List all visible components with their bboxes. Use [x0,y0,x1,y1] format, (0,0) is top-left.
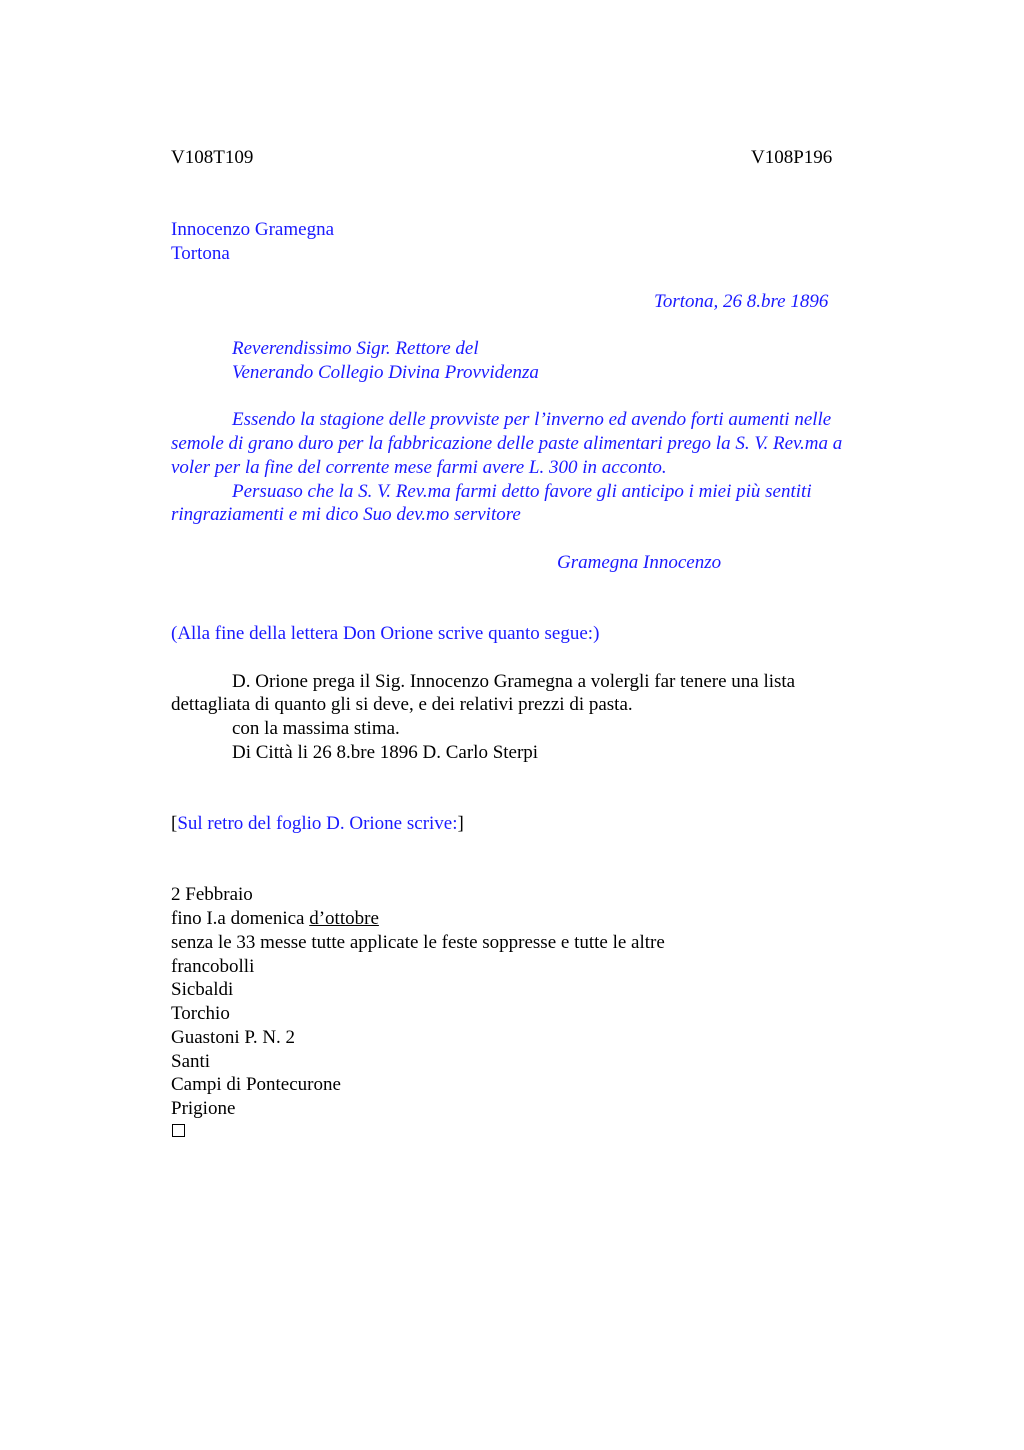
empty-square-symbol [172,1124,185,1137]
retro-item-4: francobolli [171,956,255,977]
letter-body-line-3: voler per la fine del corrente mese farmi avere L. 300 in acconto. [171,457,667,478]
letter-body-line-1: Essendo la stagione delle provviste per l’inverno ed avendo forti aumenti nelle [232,409,832,430]
retro-heading-open-bracket: [ [171,813,178,834]
retro-item-2-text: fino I.a domenica [171,908,310,929]
retro-item-5: Sicbaldi [171,979,234,1000]
letter-body-line-2: semole di grano duro per la fabbricazione delle paste alimentari prego la S. V. Rev.ma a [171,433,843,454]
orione-note-line-4: Di Città li 26 8.bre 1896 D. Carlo Sterpi [232,742,539,763]
retro-item-9: Campi di Pontecurone [171,1074,341,1095]
sender-city: Tortona [171,243,230,264]
salutation-line-2: Venerando Collegio Divina Provvidenza [232,362,539,383]
letter-body-line-5: ringraziamenti e mi dico Suo dev.mo servitore [171,504,521,525]
salutation-line-1: Reverendissimo Sigr. Rettore del [232,338,479,359]
document-code-left: V108T109 [171,147,254,168]
retro-item-6: Torchio [171,1003,230,1024]
retro-heading [171,812,464,836]
retro-item-8: Santi [171,1051,211,1072]
letter-date: Tortona, 26 8.bre 1896 [654,291,829,312]
orione-note-line-3: con la massima stima. [232,718,400,739]
retro-item-10: Prigione [171,1098,236,1119]
sender-name: Innocenzo Gramegna [171,219,335,240]
note-heading: (Alla fine della lettera Don Orione scrive quanto segue:) [171,623,600,644]
retro-item-1: 2 Febbraio [171,884,253,905]
retro-item-2 [171,907,379,931]
document-code-right: V108P196 [751,147,833,168]
letter-body-line-4: Persuaso che la S. V. Rev.ma farmi detto favore gli anticipo i miei più sentiti [232,481,812,502]
retro-heading-text: Sul retro del foglio D. Orione scrive: [177,813,458,834]
orione-note-line-1: D. Orione prega il Sig. Innocenzo Gramegna a volergli far tenere una lista [232,671,796,692]
retro-item-3: senza le 33 messe tutte applicate le feste soppresse e tutte le altre [171,932,665,953]
orione-note-line-2: dettagliata di quanto gli si deve, e dei relativi prezzi di pasta. [171,694,633,715]
retro-heading-close-bracket: ] [457,813,464,834]
retro-item-7: Guastoni P. N. 2 [171,1027,296,1048]
retro-item-2-underlined: d’ottobre [309,908,379,929]
letter-signature: Gramegna Innocenzo [557,552,722,573]
